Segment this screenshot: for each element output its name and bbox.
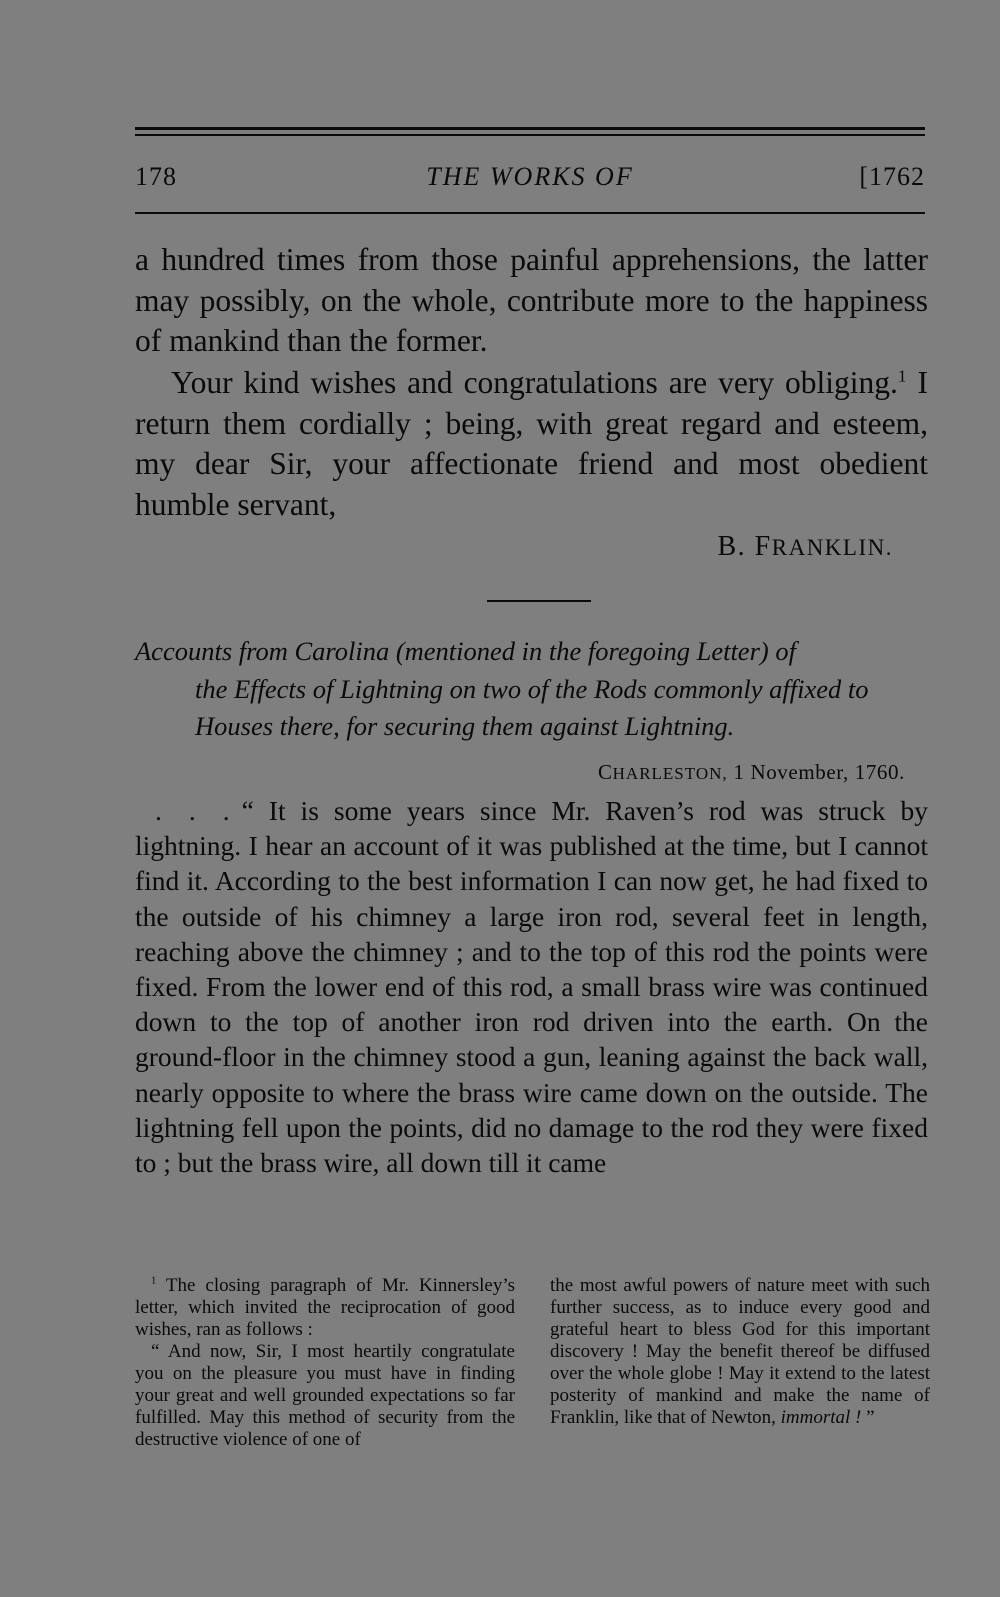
running-header <box>135 158 925 198</box>
dateline-date: 1 November, 1760. <box>727 760 905 784</box>
dateline-place-rest: HARLESTON, <box>612 764 728 783</box>
section-divider <box>487 600 591 602</box>
footnote-text-3: the most awful powers of nature meet with such further success, as to induce every good and grateful heart to bless God for this important discovery ! May the benefit thereof be diffused over the whole globe ! May it extend to the latest posterity of mankind and make the name of Franklin, like that of Newton, <box>550 1275 930 1428</box>
footnote-column-right <box>550 1275 930 1429</box>
paragraph-continuation-text: a hundred times from those painful apprehensions, the latter may possibly, on the whole, contribute more to the happiness of mankind than the former. <box>135 242 928 358</box>
footnote-text-1: The closing paragraph of Mr. Kinnersley’s letter, which invited the reciprocation of good wishes, ran as follows : <box>135 1275 515 1340</box>
footnote-reference: 1 <box>897 366 907 386</box>
dateline <box>135 760 905 785</box>
section-heading-line1: Accounts from Carolina (mentioned in the foregoing Letter) of <box>135 636 796 666</box>
paragraph-closing-text-a: Your kind wishes and congratulations are very obliging. <box>171 365 898 400</box>
footnote-paragraph-2 <box>135 1341 515 1451</box>
page-number: 178 <box>135 162 177 191</box>
footnote-italic: immortal ! <box>780 1407 862 1428</box>
top-double-rule-lower <box>135 134 925 136</box>
header-year: [1762 <box>859 162 925 191</box>
section-heading <box>135 633 935 746</box>
ellipsis: . . . <box>155 795 236 826</box>
header-rule <box>135 212 925 214</box>
letter-body-text: “ It is some years since Mr. Raven’s rod was struck by lightning. I hear an account of it was published at the time, but I cannot find it. According to the best information I can now get, he had fixed to the outside of his chimney a large iron rod, several feet in length, reaching above the chimney ; and to the top of this rod the points were fixed. From the lower end of this rod, a small brass wire was continued down to the top of another iron rod driven into the earth. On the ground-floor in the chimney stood a gun, leaning against the back wall, nearly opposite to where the brass wire came down on the outside. The lightning fell upon the points, did no damage to the rod they were fixed to ; but the brass wire, all down till it came <box>135 795 928 1179</box>
section-heading-line2: the Effects of Lightning on two of the Rods commonly affixed to Houses there, for securing them against Lightning. <box>195 673 869 741</box>
paragraph-closing-text-b: I return them cordially ; being, with great regard and esteem, my dear Sir, your affectionate friend and most obedient humble servant, <box>135 365 928 522</box>
paragraph-continuation <box>135 240 928 362</box>
signature-small-caps: RANKLIN. <box>771 535 893 560</box>
dateline-place-initial: C <box>598 760 613 784</box>
paragraph-closing <box>135 363 928 525</box>
footnote-marker: 1 <box>151 1275 157 1287</box>
footnote-paragraph-3 <box>550 1275 930 1429</box>
running-title: THE WORKS OF <box>426 162 634 191</box>
footnote-column-left <box>135 1275 515 1451</box>
signature-initial: B. F <box>717 531 772 562</box>
footnote-text-2: “ And now, Sir, I most heartily congratulate you on the pleasure you must have in finding your great and well grounded expectations so far fulfilled. May this method of security from the destructive violence of one of <box>135 1341 515 1450</box>
letter-body <box>135 793 928 1180</box>
signature <box>135 531 893 563</box>
footnote-paragraph-1 <box>135 1275 515 1341</box>
footnote-closing-quote: ” <box>861 1407 875 1428</box>
top-double-rule-upper <box>135 127 925 130</box>
